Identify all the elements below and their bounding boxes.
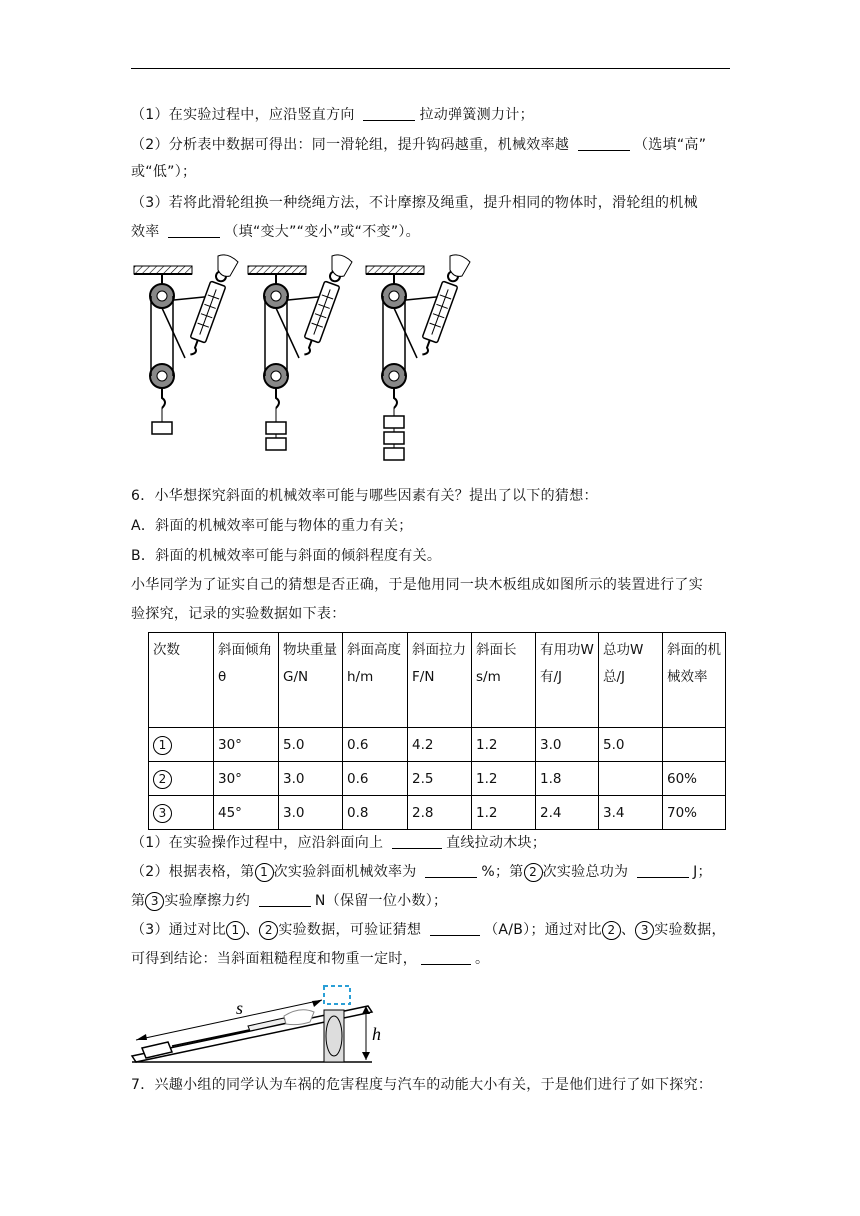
table-header-row [149,633,726,728]
answer-blank[interactable] [578,134,630,151]
pulley-setup-2 [248,255,352,450]
circled-number: 3 [153,804,172,823]
table-cell: 30° [214,728,279,762]
circled-number: 3 [145,892,164,911]
table-cell: 4.2 [408,728,472,762]
table-cell: 1.8 [536,762,599,796]
circled-number: 2 [524,863,543,882]
q5-part1-post: 拉动弹簧测力计； [419,107,534,123]
table-cell: 3.0 [279,762,343,796]
table-cell: 5.0 [599,728,663,762]
table-cell: 3.0 [279,796,343,830]
answer-blank[interactable] [425,861,477,878]
table-header-cell: 斜面长s/m [472,633,536,728]
q7-intro: 7．兴趣小组的同学认为车祸的危害程度与汽车的动能大小有关，于是他们进行了如下探究： [131,1077,713,1093]
table-header-cell: 总功W总/J [599,633,663,728]
q6-sub2-cont [131,890,447,911]
circled-number: 2 [602,921,621,940]
text: 可得到结论：当斜面粗糙程度和物重一定时， [131,951,417,967]
answer-blank[interactable] [363,104,415,121]
q6-intro: 6．小华想探究斜面的机械效率可能与哪些因素有关？提出了以下的猜想： [131,488,598,504]
circled-number: 2 [259,921,278,940]
q6-paragraph-line2: 验探究，记录的实验数据如下表： [131,606,346,622]
row-number [149,796,214,830]
h-label: h [372,1024,381,1044]
table-cell: 0.8 [343,796,408,830]
text: %；第 [481,864,524,880]
q6-sub1-post: 直线拉动木块； [446,835,547,851]
circled-number: 1 [153,736,172,755]
q5-part3-pre: 效率 [131,224,165,240]
text: N（保留一位小数）； [314,893,448,909]
table-cell: 3.0 [536,728,599,762]
pulley-setup-1 [134,255,238,434]
table-header-cell: 物块重量G/N [279,633,343,728]
table-cell: 2.5 [408,762,472,796]
table-cell: 45° [214,796,279,830]
circled-number: 1 [255,863,274,882]
answer-blank[interactable] [421,948,471,965]
table-cell: 2.8 [408,796,472,830]
table-cell: 1.2 [472,728,536,762]
text: 实验数据， [654,922,726,938]
circled-number: 1 [226,921,245,940]
circled-number: 3 [635,921,654,940]
table-cell: 70% [663,796,726,830]
q6-sub3 [131,919,726,940]
q6-sub1 [131,832,546,853]
q5-part3-line1: （3）若将此滑轮组换一种绕绳方法，不计摩擦及绳重，提升相同的物体时，滑轮组的机械 [131,195,698,211]
table-header-cell: 斜面高度h/m [343,633,408,728]
q5-part2 [131,134,706,155]
pulley-figure [128,252,488,476]
table-header-cell: 有用功W有/J [536,633,599,728]
circled-number: 2 [153,770,172,789]
text: 第 [131,893,146,909]
text: 实验摩擦力约 [164,893,255,909]
s-label: s [236,998,244,1018]
table-header-cell: 斜面倾角θ [214,633,279,728]
q6-sub3-cont [131,948,489,969]
header-rule [131,68,730,69]
table-header-cell: 斜面拉力F/N [408,633,472,728]
q5-part2-pre: （2）分析表中数据可得出：同一滑轮组，提升钩码越重，机械效率越 [131,137,574,153]
table-cell: 5.0 [279,728,343,762]
table-cell: 0.6 [343,728,408,762]
table-cell: 0.6 [343,762,408,796]
table-cell [599,762,663,796]
table-cell: 3.4 [599,796,663,830]
table-row [149,796,726,830]
text: 实验数据，可验证猜想 [278,922,427,938]
q6-hypothesis-a: A．斜面的机械效率可能与物体的重力有关； [131,518,413,534]
q6-paragraph-line1: 小华同学为了证实自己的猜想是否正确，于是他用同一块木板组成如图所示的装置进行了实 [131,577,703,593]
answer-blank[interactable] [259,890,311,907]
pulley-setup-3 [366,255,470,460]
table-cell: 1.2 [472,796,536,830]
row-number [149,728,214,762]
text: 。 [475,951,490,967]
answer-blank[interactable] [637,861,689,878]
table-cell [663,728,726,762]
text: （3）通过对比 [131,922,227,938]
table-row [149,762,726,796]
q5-part1-pre: （1）在实验过程中，应沿竖直方向 [131,107,360,123]
answer-blank[interactable] [392,832,442,849]
table-header-cell: 斜面的机械效率 [663,633,726,728]
text: 次实验斜面机械效率为 [273,864,422,880]
table-row [149,728,726,762]
incline-figure [128,976,388,1066]
text: 、 [245,922,260,938]
text: 、 [620,922,636,938]
table-header-cell: 次数 [149,633,214,728]
text: （2）根据表格，第 [131,864,255,880]
answer-blank[interactable] [168,221,220,238]
experiment-table [148,632,726,830]
table-cell: 2.4 [536,796,599,830]
q5-part3-line2 [131,221,420,242]
q6-sub1-pre: （1）在实验操作过程中，应沿斜面向上 [131,835,389,851]
text: 次实验总功为 [542,864,634,880]
table-cell: 1.2 [472,762,536,796]
q5-part2-post: （选填“高” [633,137,707,153]
q6-hypothesis-b: B．斜面的机械效率可能与斜面的倾斜程度有关。 [131,548,442,564]
row-number [149,762,214,796]
text: J； [693,864,712,880]
table-cell: 60% [663,762,726,796]
q6-sub2 [131,861,712,882]
q5-part3-post: （填“变大”“变小”或“不变”）。 [224,224,420,240]
q5-part1 [131,104,534,125]
table-cell: 30° [214,762,279,796]
answer-blank[interactable] [430,919,480,936]
text: （A/B）；通过对比 [484,922,602,938]
q5-part2-cont: 或“低”）； [131,164,197,180]
